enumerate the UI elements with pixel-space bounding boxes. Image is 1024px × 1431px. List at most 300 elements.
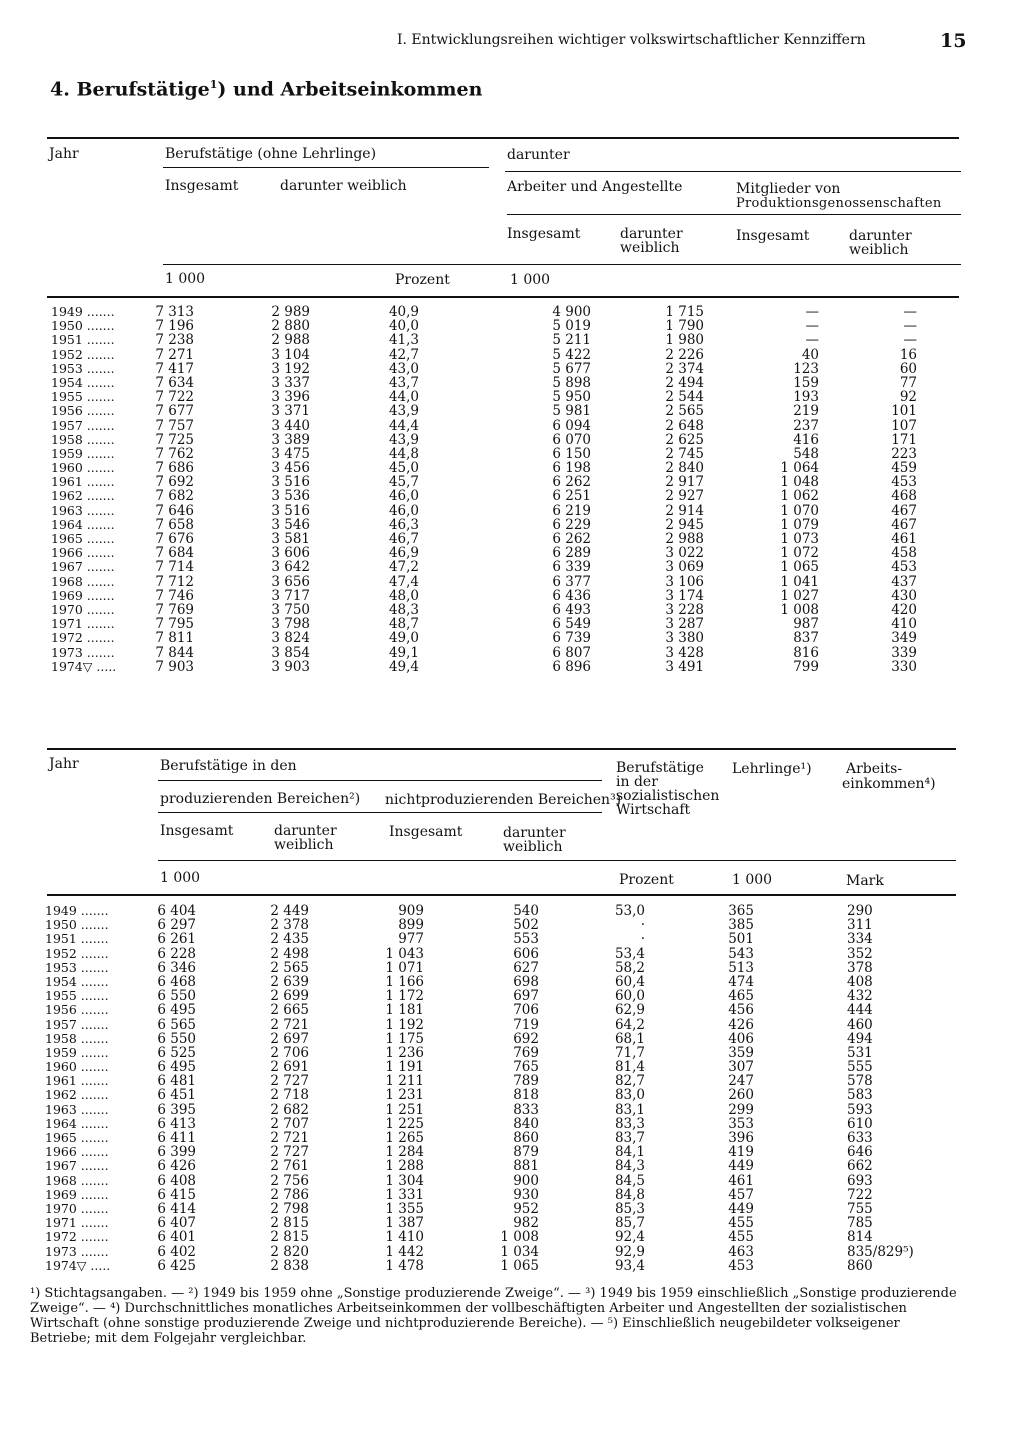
table2-year-cell: 1972 ....... [45,1229,109,1245]
table2-value-cell: 835/829⁵) [847,1243,914,1260]
table1-unit-1000: 1 000 [165,271,206,287]
table1-value-cell: 3 491 [665,658,704,675]
table2-value-cell: 1 211 [385,1073,424,1090]
table2-value-cell: · [640,931,645,948]
table1-value-cell: 437 [891,573,917,590]
table2-unit-1000b: 1 000 [732,872,773,888]
table1-value-cell: 3 287 [665,616,704,633]
table2-value-cell: 307 [728,1059,754,1076]
table1-value-cell: 5 981 [552,403,591,420]
table1-value-cell: 7 844 [155,644,194,661]
table2-value-cell: 2 706 [270,1044,309,1061]
table2-value-cell: 578 [847,1073,873,1090]
table1-row [47,532,959,546]
table2-value-cell: 881 [513,1158,539,1175]
table1-top-rule [47,137,959,139]
table2-value-cell: 247 [728,1073,754,1090]
table1-value-cell: 5 019 [552,318,591,335]
table1-value-cell: 3 642 [271,559,310,576]
table2-top-rule [47,748,956,750]
table2-value-cell: 260 [728,1087,754,1104]
table2-value-cell: 633 [847,1130,873,1146]
table2-year-cell: 1971 ....... [45,1215,109,1231]
table2-row [47,1245,959,1259]
table1-value-cell: 49,4 [388,658,419,675]
table1-value-cell: 3 546 [271,516,310,533]
table1-value-cell: 2 544 [665,389,704,406]
table1-value-cell: 458 [891,545,917,562]
table1-value-cell: 44,4 [388,417,419,434]
table2-value-cell: 455 [728,1215,754,1232]
table1-value-cell: 459 [891,460,917,477]
table1-row [47,319,959,333]
table1-rule-subcols [507,214,961,215]
table2-value-cell: 83,7 [614,1130,645,1146]
table1-year-cell: 1962 ....... [51,488,115,504]
table1-year-cell: 1964 ....... [51,516,115,532]
table1-value-cell: 5 898 [552,374,591,391]
table2-value-cell: 627 [513,959,539,976]
table2-value-cell: 646 [847,1144,873,1161]
table2-value-cell: 840 [513,1115,539,1132]
table1-value-cell: 46,9 [388,545,419,562]
table1-value-cell: 430 [891,587,917,604]
table2-value-cell: 465 [728,988,754,1005]
table1-value-cell: — [805,318,819,335]
table2-value-cell: 501 [728,931,754,948]
table1-row [47,404,959,418]
table1-value-cell: 3 606 [271,545,310,562]
table2-year-cell: 1968 ....... [45,1172,109,1188]
table1-value-cell: 7 903 [155,658,194,675]
table2-value-cell: 6 402 [157,1243,196,1260]
table2-row [47,947,959,961]
table1-value-cell: 6 262 [552,531,591,547]
table1-row [47,489,959,503]
table1-value-cell: 6 150 [552,445,591,462]
table1-value-cell: 339 [891,644,917,661]
table1-value-cell: 16 [899,346,917,363]
table2-row [47,961,959,975]
table1-value-cell: 44,0 [388,389,419,406]
table2-value-cell: 2 815 [270,1215,309,1232]
table2-year-cell: 1951 ....... [45,931,109,947]
table2-value-cell: 456 [728,1002,754,1019]
table1-value-cell: 7 271 [155,346,194,363]
table1-value-cell: — [805,304,819,320]
table1-value-cell: 6 377 [552,573,591,590]
table1-value-cell: 5 211 [552,332,591,349]
table1-value-cell: 41,3 [388,332,419,349]
table1-rule-units [163,264,961,265]
table2-row [47,1216,959,1230]
table2-rule-bereiche [158,780,602,781]
table1-value-cell: 6 339 [552,559,591,576]
table1-row [47,461,959,475]
table2-row [47,1188,959,1202]
table1-year-cell: 1950 ....... [51,318,115,334]
table1-year-cell: 1958 ....... [51,431,115,447]
table1-value-cell: 3 022 [665,545,704,562]
table2-value-cell: 6 495 [157,1002,196,1019]
table2-value-cell: 85,7 [614,1215,645,1232]
table1-year-cell: 1949 ....... [51,304,115,319]
table2-value-cell: · [640,917,645,934]
table1-year-cell: 1972 ....... [51,630,115,646]
table2-year-cell: 1970 ....... [45,1200,109,1216]
table1-row [47,475,959,489]
table2-value-cell: 494 [847,1030,873,1047]
table1-year-cell: 1953 ....... [51,360,115,376]
title-prefix: 4. Berufstätige [50,78,210,101]
table1-value-cell: 6 549 [552,616,591,633]
table1-value-cell: 2 945 [665,516,704,533]
table2-value-cell: 84,1 [614,1144,645,1161]
table2-value-cell: 84,8 [614,1186,645,1203]
table1-value-cell: 3 396 [271,389,310,406]
table1-value-cell: 7 692 [155,474,194,491]
table2-head-prod-insgesamt: Insgesamt [160,823,234,839]
table1-value-cell: 159 [793,374,819,391]
table1-value-cell: 6 289 [552,545,591,562]
table2-value-cell: 71,7 [614,1044,645,1061]
table2-value-cell: 83,0 [614,1087,645,1104]
table1-value-cell: 46,7 [388,531,419,547]
table2-value-cell: 593 [847,1101,873,1118]
table1-value-cell: 548 [793,445,819,462]
table2-year-cell: 1953 ....... [45,959,109,975]
table2-row [47,1060,959,1074]
table1-value-cell: 46,0 [388,502,419,519]
table1-value-cell: 6 807 [552,644,591,661]
table2-value-cell: 531 [847,1044,873,1061]
table2-value-cell: 6 451 [157,1087,196,1104]
table2-value-cell: 2 378 [270,917,309,934]
table2-value-cell: 2 786 [270,1186,309,1203]
table2-value-cell: 698 [513,973,539,990]
table1-head-insgesamt: Insgesamt [165,178,239,194]
table2-value-cell: 457 [728,1186,754,1203]
table2-row [47,1117,959,1131]
table1-value-cell: 3 475 [271,445,310,462]
table1-year-cell: 1955 ....... [51,389,115,405]
table2-value-cell: 2 639 [270,973,309,990]
table1-value-cell: 60 [899,360,917,377]
table2-year-cell: 1974▽ ..... [45,1257,111,1273]
table1-value-cell: 1 073 [780,531,819,547]
table1-value-cell: 5 677 [552,360,591,377]
table1-header-bottom-rule [47,296,959,298]
table1-value-cell: 467 [891,516,917,533]
table2-value-cell: 1 284 [385,1144,424,1161]
table2-year-cell: 1956 ....... [45,1002,109,1018]
table1-value-cell: 48,0 [388,587,419,604]
table2-value-cell: 6 399 [157,1144,196,1161]
table1-value-cell: 7 196 [155,318,194,335]
table2-value-cell: 449 [728,1200,754,1217]
table2-value-cell: 1 288 [385,1158,424,1175]
table2-value-cell: 6 414 [157,1200,196,1217]
table2-value-cell: 6 413 [157,1115,196,1132]
table2-value-cell: 6 415 [157,1186,196,1203]
table2-head-nprod-insgesamt: Insgesamt [389,824,463,840]
table2-value-cell: 6 525 [157,1044,196,1061]
table1-year-cell: 1969 ....... [51,587,115,603]
table2-row [47,1074,959,1088]
table1-year-cell: 1966 ....... [51,545,115,561]
table1-value-cell: 7 646 [155,502,194,519]
table1-value-cell: 77 [899,374,917,391]
table1-value-cell: 7 677 [155,403,194,420]
table1-value-cell: 1 715 [665,304,704,320]
table1-head-mitglieder-2: Produktionsgenossenschaften [736,196,942,211]
table2-value-cell: 334 [847,931,873,948]
table1-value-cell: 7 769 [155,601,194,618]
table2-value-cell: 6 346 [157,959,196,976]
table1-value-cell: 3 389 [271,431,310,448]
table1-year-cell: 1951 ....... [51,332,115,348]
table2-value-cell: 2 727 [270,1144,309,1161]
table2-header-bottom-rule [47,894,956,896]
table2-row [47,904,959,918]
table2-head-jahr: Jahr [49,756,79,772]
table2-value-cell: 92,9 [614,1243,645,1260]
table1-value-cell: 43,9 [388,431,419,448]
table1-value-cell: 330 [891,658,917,675]
table2-value-cell: 789 [513,1073,539,1090]
table1-value-cell: 453 [891,559,917,576]
table2-value-cell: 2 718 [270,1087,309,1104]
table2-row [47,1259,959,1273]
table2-value-cell: 833 [513,1101,539,1118]
table2-year-cell: 1957 ....... [45,1016,109,1032]
table1-value-cell: — [805,332,819,349]
table2-value-cell: 359 [728,1044,754,1061]
table2-value-cell: 899 [398,917,424,934]
table1-value-cell: 1 072 [780,545,819,562]
table1-value-cell: 1 065 [780,559,819,576]
table1-unit-prozent: Prozent [395,272,450,288]
table2-year-cell: 1960 ....... [45,1059,109,1075]
table2-year-cell: 1964 ....... [45,1115,109,1131]
table2-head-nprod-dw-2: weiblich [503,839,563,855]
table2-head-soz-3: sozialistischen [616,788,720,804]
table2-value-cell: 1 236 [385,1044,424,1061]
table2-value-cell: 93,4 [614,1257,645,1274]
table2-value-cell: 1 192 [385,1016,424,1033]
table1-value-cell: 7 722 [155,389,194,406]
table2-value-cell: 1 166 [385,973,424,990]
footnote-line-1: ¹) Stichtagsangaben. — ²) 1949 bis 1959 ohne „Sonstige produzierende Zweige“. — ³) 1949 bis 1959 einschließlich „Sonstige produzierende [30,1286,957,1301]
table1-head-jahr: Jahr [49,146,79,162]
table1-value-cell: — [903,304,917,320]
table1-row [47,433,959,447]
table1-year-cell: 1968 ....... [51,573,115,589]
table1-value-cell: 2 988 [271,332,310,349]
table1-value-cell: 123 [793,360,819,377]
table2-head-nprod-dw-1: darunter [503,825,566,841]
table2-value-cell: 818 [513,1087,539,1104]
table2-value-cell: 449 [728,1158,754,1175]
table2-head-nichtproduzierend: nichtproduzierenden Bereichen³) [385,792,622,808]
table1-row [47,546,959,560]
table1-value-cell: 6 251 [552,488,591,505]
table1-value-cell: 467 [891,502,917,519]
table1-value-cell: 6 739 [552,630,591,647]
table2-head-arb-2: einkommen⁴) [842,776,936,792]
table2-value-cell: 6 550 [157,988,196,1005]
table2-row [47,1131,959,1145]
table2-value-cell: 2 435 [270,931,309,948]
table2-value-cell: 2 699 [270,988,309,1005]
table2-value-cell: 2 838 [270,1257,309,1274]
table1-value-cell: 3 516 [271,474,310,491]
table2-row [47,1230,959,1244]
table1-value-cell: 1 008 [780,601,819,618]
table1-head-arbeiter: Arbeiter und Angestellte [507,179,683,195]
table1-value-cell: 7 795 [155,616,194,633]
table2-row [47,1202,959,1216]
table1-value-cell: 2 374 [665,360,704,377]
footnote-line-2: Zweige“. — ⁴) Durchschnittliches monatliches Arbeitseinkommen der vollbeschäftigten Arbeiter und Angestellten der sozialistischen [30,1301,907,1316]
table2-value-cell: 2 820 [270,1243,309,1260]
table2-value-cell: 555 [847,1059,873,1076]
table1-year-cell: 1970 ....... [51,601,115,617]
table2-value-cell: 540 [513,903,539,919]
table1-value-cell: 7 313 [155,304,194,320]
table1-value-cell: 3 428 [665,644,704,661]
table2-value-cell: 1 355 [385,1200,424,1217]
table2-value-cell: 92,4 [614,1229,645,1246]
table2-value-cell: 1 181 [385,1002,424,1019]
table2-value-cell: 2 707 [270,1115,309,1132]
table1-value-cell: 3 516 [271,502,310,519]
table2-body [47,904,959,1273]
table1-year-cell: 1959 ....... [51,445,115,461]
table2-rule-units [158,860,956,861]
table1-value-cell: 3 104 [271,346,310,363]
table1-row [47,419,959,433]
table2-value-cell: 6 407 [157,1215,196,1232]
table2-value-cell: 385 [728,917,754,934]
table2-value-cell: 900 [513,1172,539,1189]
table2-value-cell: 6 426 [157,1158,196,1175]
table2-value-cell: 6 404 [157,903,196,919]
table1-row [47,447,959,461]
table2-value-cell: 64,2 [614,1016,645,1033]
table2-value-cell: 474 [728,973,754,990]
table1-year-cell: 1954 ....... [51,374,115,390]
table1-year-cell: 1965 ....... [51,531,115,546]
table1-value-cell: 43,0 [388,360,419,377]
table2-value-cell: 1 331 [385,1186,424,1203]
table1-value-cell: 7 714 [155,559,194,576]
table1-value-cell: 6 070 [552,431,591,448]
table1-value-cell: 5 422 [552,346,591,363]
table1-value-cell: 6 229 [552,516,591,533]
table2-value-cell: 6 228 [157,945,196,962]
table1-value-cell: 6 436 [552,587,591,604]
table2-value-cell: 406 [728,1030,754,1047]
table2-year-cell: 1949 ....... [45,903,109,918]
table1-value-cell: 7 811 [155,630,194,647]
table1-value-cell: 2 840 [665,460,704,477]
table2-value-cell: 2 565 [270,959,309,976]
table1-value-cell: 7 658 [155,516,194,533]
table2-value-cell: 6 481 [157,1073,196,1090]
table1-head-arb-dw-2: weiblich [620,240,680,256]
table1-value-cell: 6 198 [552,460,591,477]
table2-value-cell: 1 172 [385,988,424,1005]
table1-row [47,348,959,362]
table2-head-lehrlinge: Lehrlinge¹) [732,761,812,777]
table2-unit-prozent: Prozent [619,872,674,888]
table2-row [47,1046,959,1060]
table2-value-cell: 83,3 [614,1115,645,1132]
table2-value-cell: 1 191 [385,1059,424,1076]
table1-body [47,305,959,674]
table1-row [47,603,959,617]
table1-value-cell: 816 [793,644,819,661]
table2-value-cell: 408 [847,973,873,990]
table2-year-cell: 1962 ....... [45,1087,109,1103]
table2-rule-subcols [158,812,602,813]
table1-rule-darunter [505,171,961,172]
footnote-line-3: Wirtschaft (ohne sonstige produzierende Zweige und nichtproduzierende Bereiche). — ⁵) Einschließlich neugebildeter volkseigener [30,1316,900,1331]
table1-value-cell: — [903,332,917,349]
table1-value-cell: — [903,318,917,335]
table2-head-arb-1: Arbeits- [846,761,903,777]
table2-value-cell: 814 [847,1229,873,1246]
table2-row [47,1088,959,1102]
table2-value-cell: 6 468 [157,973,196,990]
table1-value-cell: 7 712 [155,573,194,590]
table1-value-cell: 453 [891,474,917,491]
table2-value-cell: 60,4 [614,973,645,990]
table2-value-cell: 2 721 [270,1016,309,1033]
table1-value-cell: 3 581 [271,531,310,547]
table2-row [47,989,959,1003]
table1-value-cell: 420 [891,601,917,618]
table1-row [47,646,959,660]
table1-value-cell: 6 493 [552,601,591,618]
table1-value-cell: 3 440 [271,417,310,434]
table2-value-cell: 583 [847,1087,873,1104]
table1-value-cell: 3 656 [271,573,310,590]
table1-value-cell: 3 106 [665,573,704,590]
table1-value-cell: 461 [891,531,917,547]
table2-value-cell: 2 727 [270,1073,309,1090]
table2-value-cell: 2 665 [270,1002,309,1019]
table1-year-cell: 1974▽ ..... [51,658,117,674]
table2-year-cell: 1966 ....... [45,1144,109,1160]
running-header: I. Entwicklungsreihen wichtiger volkswirtschaftlicher Kennziffern [397,32,866,48]
table1-value-cell: 2 914 [665,502,704,519]
table1-value-cell: 46,0 [388,488,419,505]
table2-value-cell: 502 [513,917,539,934]
table2-value-cell: 455 [728,1229,754,1246]
table1-head-berufstaetige: Berufstätige (ohne Lehrlinge) [165,146,377,162]
table1-row [47,504,959,518]
table2-value-cell: 860 [513,1130,539,1146]
table1-value-cell: 48,3 [388,601,419,618]
table2-value-cell: 463 [728,1243,754,1260]
table1-value-cell: 2 880 [271,318,310,335]
table1-value-cell: 40 [801,346,819,363]
table2-value-cell: 719 [513,1016,539,1033]
table2-value-cell: 1 071 [385,959,424,976]
table1-value-cell: 107 [891,417,917,434]
